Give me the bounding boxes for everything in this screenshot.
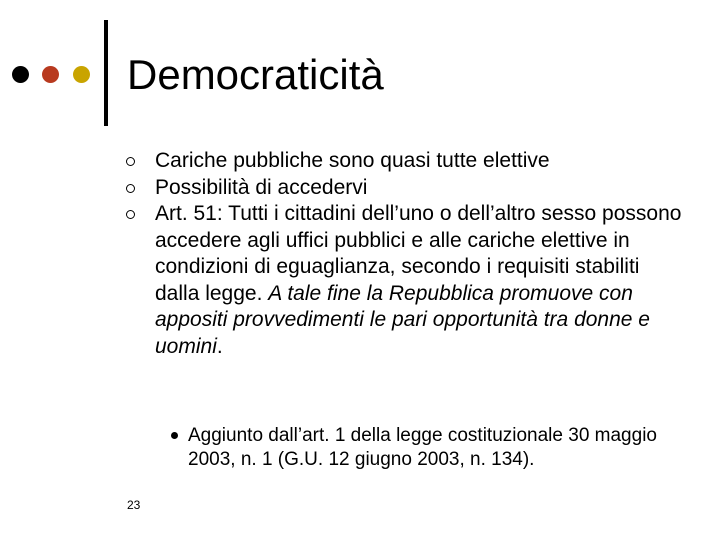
sub-bullet-text: Aggiunto dall’art. 1 della legge costituzionale 30 maggio 2003, n. 1 (G.U. 12 giugno 2003, n. 134). [188,425,657,470]
bullet-item [126,175,686,202]
bullet-item [126,148,686,175]
art51-end-text: . [216,334,223,358]
header-dot-red [42,66,59,83]
hollow-circle-bullet-icon [126,157,135,166]
sub-bullet-list [163,424,683,471]
header-dot-yellow [73,66,90,83]
art51-italic-text: A tale fine la Repubblica promuove con appositi provvedimenti le pari opportunità tra donne e uomini [155,281,650,358]
hollow-circle-bullet-icon [126,210,135,219]
hollow-circle-bullet-icon [126,184,135,193]
sub-bullet-item [163,424,683,471]
bullet-text: Cariche pubbliche sono quasi tutte elettive [155,149,550,172]
page-number: 23 [127,498,141,512]
bullet-text [155,201,686,360]
bullet-item-art51 [126,201,686,360]
bullet-list [126,148,686,360]
bullet-text: Possibilità di accedervi [155,175,368,199]
art51-text: Art. 51: Tutti i cittadini dell’uno o dell’altro sesso possono accedere agli uffici pubblici e alle cariche elettive in condizioni di eguaglianza, secondo i requisiti stabiliti dalla legge. [155,202,682,305]
filled-dot-bullet-icon [171,432,178,439]
header-divider [104,20,108,126]
slide-title: Democraticità [127,51,384,98]
header-dot-black [12,66,29,83]
